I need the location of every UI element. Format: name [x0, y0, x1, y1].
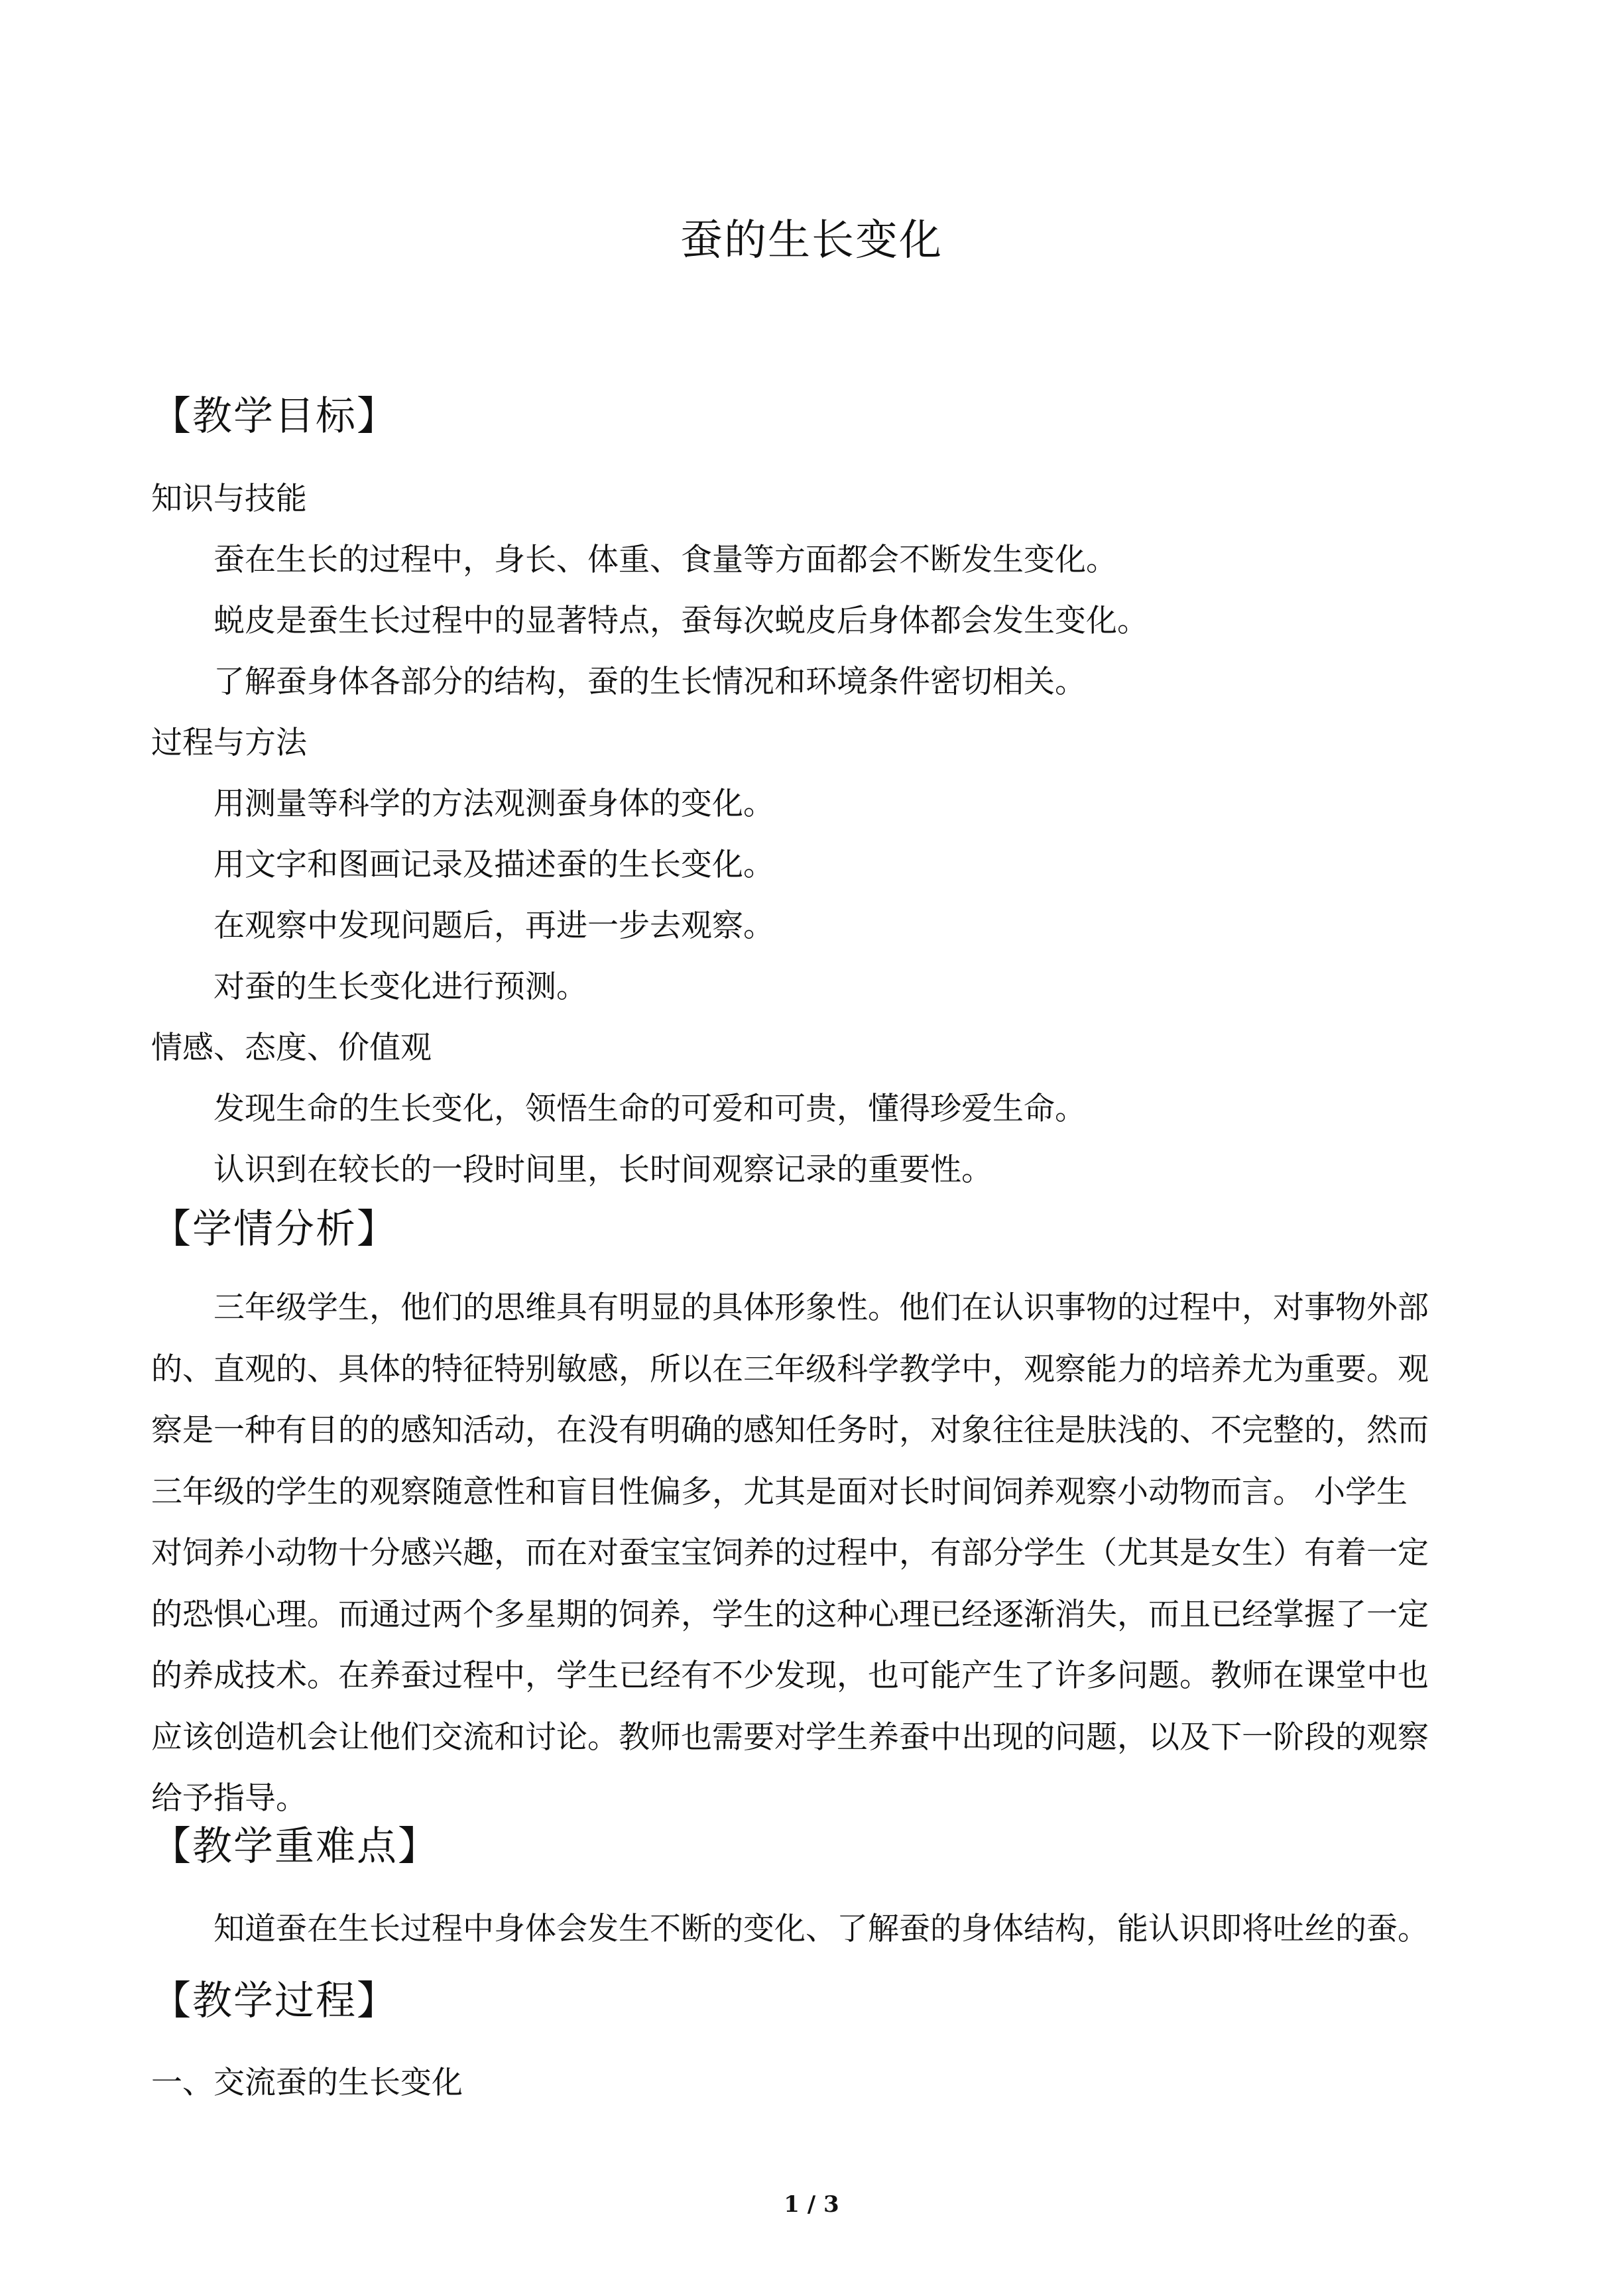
objective-item: 发现生命的生长变化，领悟生命的可爱和可贵，懂得珍爱生命。: [213, 1091, 1086, 1127]
heading-teaching-process: 【教学过程】: [151, 1978, 398, 2024]
objective-item: 认识到在较长的一段时间里，长时间观察记录的重要性。: [213, 1152, 992, 1188]
objective-item: 用文字和图画记录及描述蚕的生长变化。: [213, 847, 774, 883]
objective-item: 蜕皮是蚕生长过程中的显著特点，蚕每次蜕皮后身体都会发生变化。: [213, 603, 1148, 639]
paragraph-line: 的、直观的、具体的特征特别敏感，所以在三年级科学教学中，观察能力的培养尤为重要。观: [151, 1351, 1429, 1388]
process-step-1: 一、交流蚕的生长变化: [151, 2065, 463, 2101]
objective-item: 对蚕的生长变化进行预测。: [213, 969, 587, 1005]
key-points-text: 知道蚕在生长过程中身体会发生不断的变化、了解蚕的身体结构，能认识即将吐丝的蚕。: [213, 1911, 1429, 1947]
objective-item: 用测量等科学的方法观测蚕身体的变化。: [213, 786, 774, 822]
paragraph-line: 对饲养小动物十分感兴趣，而在对蚕宝宝饲养的过程中，有部分学生（尤其是女生）有着一定: [151, 1535, 1429, 1571]
paragraph-line: 三年级的学生的观察随意性和盲目性偏多，尤其是面对长时间饲养观察小动物而言。 小学生: [151, 1473, 1408, 1510]
heading-analysis: 【学情分析】: [151, 1206, 398, 1252]
paragraph-line: 的恐惧心理。而通过两个多星期的饲养，学生的这种心理已经逐渐消失，而且已经掌握了一定: [151, 1596, 1429, 1633]
subheading-emotion: 情感、态度、价值观: [151, 1030, 432, 1066]
paragraph-line: 应该创造机会让他们交流和讨论。教师也需要对学生养蚕中出现的问题，以及下一阶段的观察: [151, 1719, 1429, 1756]
heading-key-points: 【教学重难点】: [151, 1823, 439, 1870]
paragraph-line: 给予指导。: [151, 1780, 307, 1817]
paragraph-line: 三年级学生，他们的思维具有明显的具体形象性。他们在认识事物的过程中，对事物外部: [213, 1290, 1429, 1326]
subheading-process: 过程与方法: [151, 725, 307, 761]
paragraph-line: 察是一种有目的的感知活动，在没有明确的感知任务时，对象往往是肤浅的、不完整的，然而: [151, 1412, 1429, 1449]
document-title: 蚕的生长变化: [680, 216, 943, 265]
subheading-knowledge: 知识与技能: [151, 481, 307, 517]
paragraph-line: 的养成技术。在养蚕过程中，学生已经有不少发现，也可能产生了许多问题。教师在课堂中也: [151, 1658, 1429, 1694]
heading-objectives: 【教学目标】: [151, 393, 398, 440]
objective-item: 蚕在生长的过程中，身长、体重、食量等方面都会不断发生变化。: [213, 542, 1117, 578]
analysis-paragraph: [151, 1278, 1477, 1830]
objective-item: 了解蚕身体各部分的结构，蚕的生长情况和环境条件密切相关。: [213, 664, 1086, 700]
page-number: 1 / 3: [784, 2191, 839, 2218]
objective-item: 在观察中发现问题后，再进一步去观察。: [213, 908, 774, 944]
